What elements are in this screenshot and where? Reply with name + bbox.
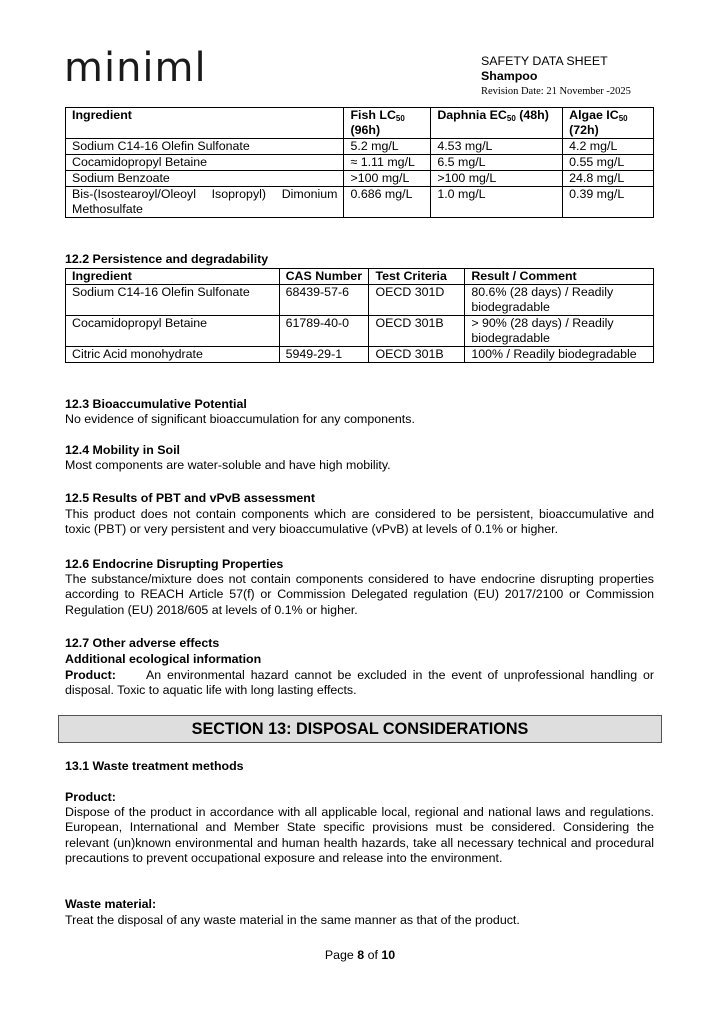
cell: Sodium C14-16 Olefin Sulfonate <box>66 139 344 155</box>
cell: 61789-40-0 <box>279 316 369 347</box>
section-heading: 12.7 Other adverse effects <box>65 636 220 650</box>
cell: 6.5 mg/L <box>431 155 563 171</box>
col-fish: Fish $LC_{50}$ (96h) <box>344 108 431 139</box>
cell: 4.2 mg/L <box>563 139 654 155</box>
table-header-row <box>66 269 654 285</box>
col-test: Test Criteria <box>369 269 465 285</box>
cell: 24.8 mg/L <box>563 171 654 187</box>
section-subheading: Waste material: <box>65 897 157 911</box>
cell: 0.55 mg/L <box>563 155 654 171</box>
col-cas: CAS Number <box>279 269 369 285</box>
product-name: Shampoo <box>481 69 538 83</box>
table-row <box>66 316 654 347</box>
ecotoxicity-table <box>65 107 654 218</box>
col-algae: Algae $IC_{50}$ (72h) <box>563 108 654 139</box>
cell: 0.686 mg/L <box>344 187 431 218</box>
col-ingredient: Ingredient <box>66 108 344 139</box>
table-header-row <box>66 108 654 139</box>
section-subheading: Product: <box>65 790 116 804</box>
cell: 0.39 mg/L <box>563 187 654 218</box>
cell: >100 mg/L <box>344 171 431 187</box>
section-heading: 12.2 Persistence and degradability <box>65 252 269 266</box>
section-13-banner: SECTION 13: DISPOSAL CONSIDERATIONS <box>58 715 662 743</box>
cell: 68439-57-6 <box>279 285 369 316</box>
cell: 5.2 mg/L <box>344 139 431 155</box>
revision-date: Revision Date: 21 November -2025 <box>481 86 631 97</box>
section-text: No evidence of significant bioaccumulation for any components. <box>65 412 415 426</box>
section-text: Dispose of the product in accordance with all applicable local, regional and national laws and regulations. European, International and Member State specific provisions must be considered. Considering the relevant (un)known environmental and human health hazards, take all necessary technical and procedural precautions to prevent occupational exposure and release into the environment. <box>65 805 654 865</box>
label: Product: <box>65 668 116 682</box>
cell: OECD 301B <box>369 347 465 363</box>
table-row <box>66 139 654 155</box>
brand-logo: miniml <box>64 45 207 91</box>
section-text: This product does not contain components which are considered to be persistent, bioaccumulative and toxic (PBT) or very persistent and very bioaccumulative (vPvB) at levels of 0.1% or higher. <box>65 507 654 537</box>
section-heading: 12.4 Mobility in Soil <box>65 443 180 457</box>
cell: Sodium Benzoate <box>66 171 344 187</box>
section-heading: 13.1 Waste treatment methods <box>65 759 244 773</box>
section-text <box>65 668 654 699</box>
cell: 5949-29-1 <box>279 347 369 363</box>
section-heading: 12.3 Bioaccumulative Potential <box>65 397 247 411</box>
cell: OECD 301B <box>369 316 465 347</box>
table-row <box>66 171 654 187</box>
table-row <box>66 347 654 363</box>
section-heading: 12.5 Results of PBT and vPvB assessment <box>65 491 315 505</box>
cell: 100% / Readily biodegradable <box>465 347 654 363</box>
col-ingredient: Ingredient <box>66 269 280 285</box>
section-text: Most components are water-soluble and have high mobility. <box>65 458 391 472</box>
cell: > 90% (28 days) / Readily biodegradable <box>465 316 654 347</box>
section-subheading: Additional ecological information <box>65 652 262 666</box>
cell: Sodium C14-16 Olefin Sulfonate <box>66 285 280 316</box>
degradability-table <box>65 268 654 363</box>
table-row <box>66 187 654 218</box>
cell: OECD 301D <box>369 285 465 316</box>
cell: 4.53 mg/L <box>431 139 563 155</box>
page-number: Page 8 of 10 <box>324 948 396 962</box>
document-header <box>481 54 631 99</box>
col-result: Result / Comment <box>465 269 654 285</box>
cell: Citric Acid monohydrate <box>66 347 280 363</box>
section-heading: 12.6 Endocrine Disrupting Properties <box>65 557 284 571</box>
section-text: The substance/mixture does not contain components considered to have endocrine disrupting properties according to REACH Article 57(f) or Commission Delegated regulation (EU) 2017/2100 or Commission Regulation (EU) 2018/605 at levels of 0.1% or higher. <box>65 572 654 617</box>
cell: Cocamidopropyl Betaine <box>66 316 280 347</box>
col-daphnia: Daphnia $EC_{50}$ (48h) <box>431 108 563 139</box>
doc-type: SAFETY DATA SHEET <box>481 54 608 68</box>
table-row <box>66 155 654 171</box>
cell: ≈ 1.11 mg/L <box>344 155 431 171</box>
section-text: Treat the disposal of any waste material in the same manner as that of the product. <box>65 913 520 927</box>
label-text: An environmental hazard cannot be excluded in the event of unprofessional handling or disposal. Toxic to aquatic life with long lasting effects. <box>65 668 654 698</box>
cell: Cocamidopropyl Betaine <box>66 155 344 171</box>
cell: >100 mg/L <box>431 171 563 187</box>
table-row <box>66 285 654 316</box>
cell: Bis-(Isostearoyl/Oleoyl Isopropyl) Dimonium Methosulfate <box>66 187 344 218</box>
cell: 80.6% (28 days) / Readily biodegradable <box>465 285 654 316</box>
cell: 1.0 mg/L <box>431 187 563 218</box>
